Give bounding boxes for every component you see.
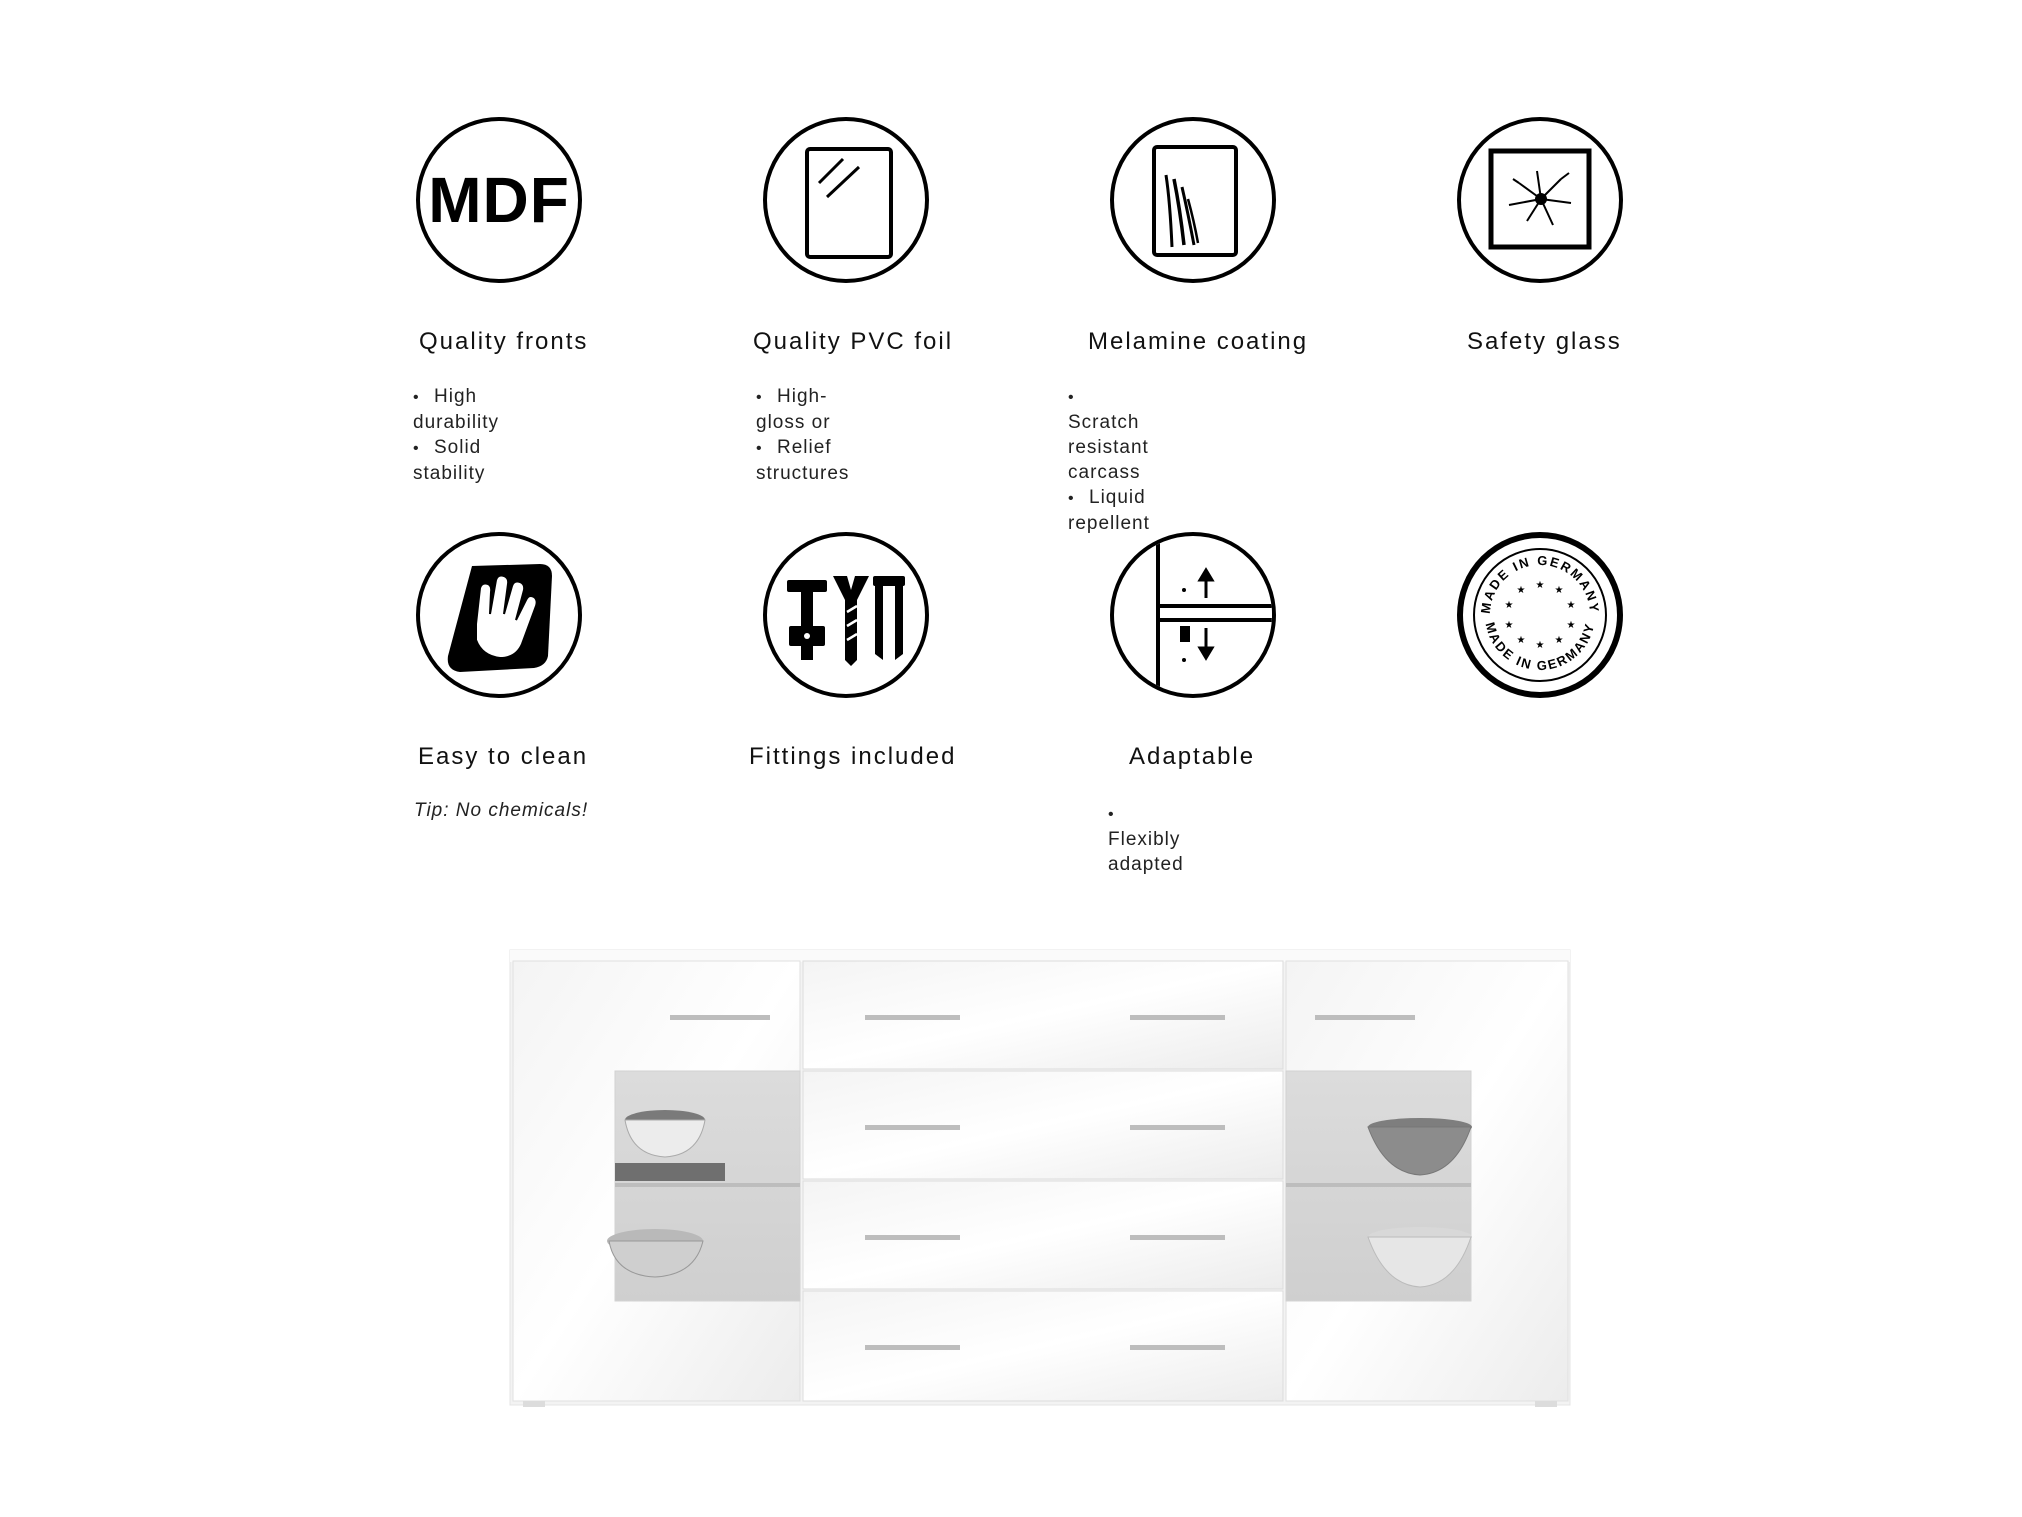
svg-text:MADE IN GERMANY: MADE IN GERMANY bbox=[1477, 552, 1603, 615]
list-item: • High durability bbox=[413, 384, 499, 435]
svg-text:★: ★ bbox=[1566, 600, 1576, 611]
svg-text:★: ★ bbox=[1516, 635, 1526, 646]
fittings-icon bbox=[763, 532, 929, 698]
list-item: • Flexibly adapted bbox=[1108, 801, 1184, 877]
svg-text:★: ★ bbox=[1535, 580, 1545, 591]
feature-title: Melamine coating bbox=[1088, 328, 1309, 355]
mdf-icon: MDF bbox=[416, 117, 582, 283]
feature-title: Adaptable bbox=[1129, 743, 1256, 770]
wiping-hand-icon bbox=[416, 532, 582, 698]
list-item: • Solid stability bbox=[413, 435, 499, 486]
glossy-panel-icon bbox=[763, 117, 929, 283]
cleaning-tip: Tip: No chemicals! bbox=[414, 800, 589, 821]
svg-text:★: ★ bbox=[1554, 635, 1564, 646]
adjustable-shelf-icon bbox=[1110, 532, 1276, 698]
feature-title: Quality fronts bbox=[419, 328, 589, 355]
made-in-germany-seal-icon bbox=[1457, 532, 1623, 698]
feature-bullets bbox=[1068, 384, 1150, 536]
svg-text:★: ★ bbox=[1535, 640, 1545, 651]
svg-text:★: ★ bbox=[1504, 620, 1514, 631]
list-item: • Liquid repellent bbox=[1068, 485, 1150, 536]
sideboard-product-image bbox=[505, 945, 1575, 1415]
svg-text:★: ★ bbox=[1554, 585, 1564, 596]
feature-title: Fittings included bbox=[749, 743, 957, 770]
list-item: • Relief structures bbox=[756, 435, 849, 486]
cracked-glass-icon bbox=[1457, 117, 1623, 283]
svg-text:MADE IN GERMANY: MADE IN GERMANY bbox=[1482, 620, 1598, 674]
feature-bullets bbox=[1108, 801, 1184, 877]
feature-title: Easy to clean bbox=[418, 743, 589, 770]
feature-title: Safety glass bbox=[1467, 328, 1622, 355]
scratch-panel-icon bbox=[1110, 117, 1276, 283]
list-item: • High-gloss or bbox=[756, 384, 849, 435]
feature-bullets bbox=[413, 384, 499, 486]
svg-text:★: ★ bbox=[1566, 620, 1576, 631]
feature-title: Quality PVC foil bbox=[753, 328, 954, 355]
svg-text:★: ★ bbox=[1504, 600, 1514, 611]
feature-bullets bbox=[756, 384, 849, 486]
list-item: • Scratch resistant carcass bbox=[1068, 384, 1150, 485]
svg-text:★: ★ bbox=[1516, 585, 1526, 596]
